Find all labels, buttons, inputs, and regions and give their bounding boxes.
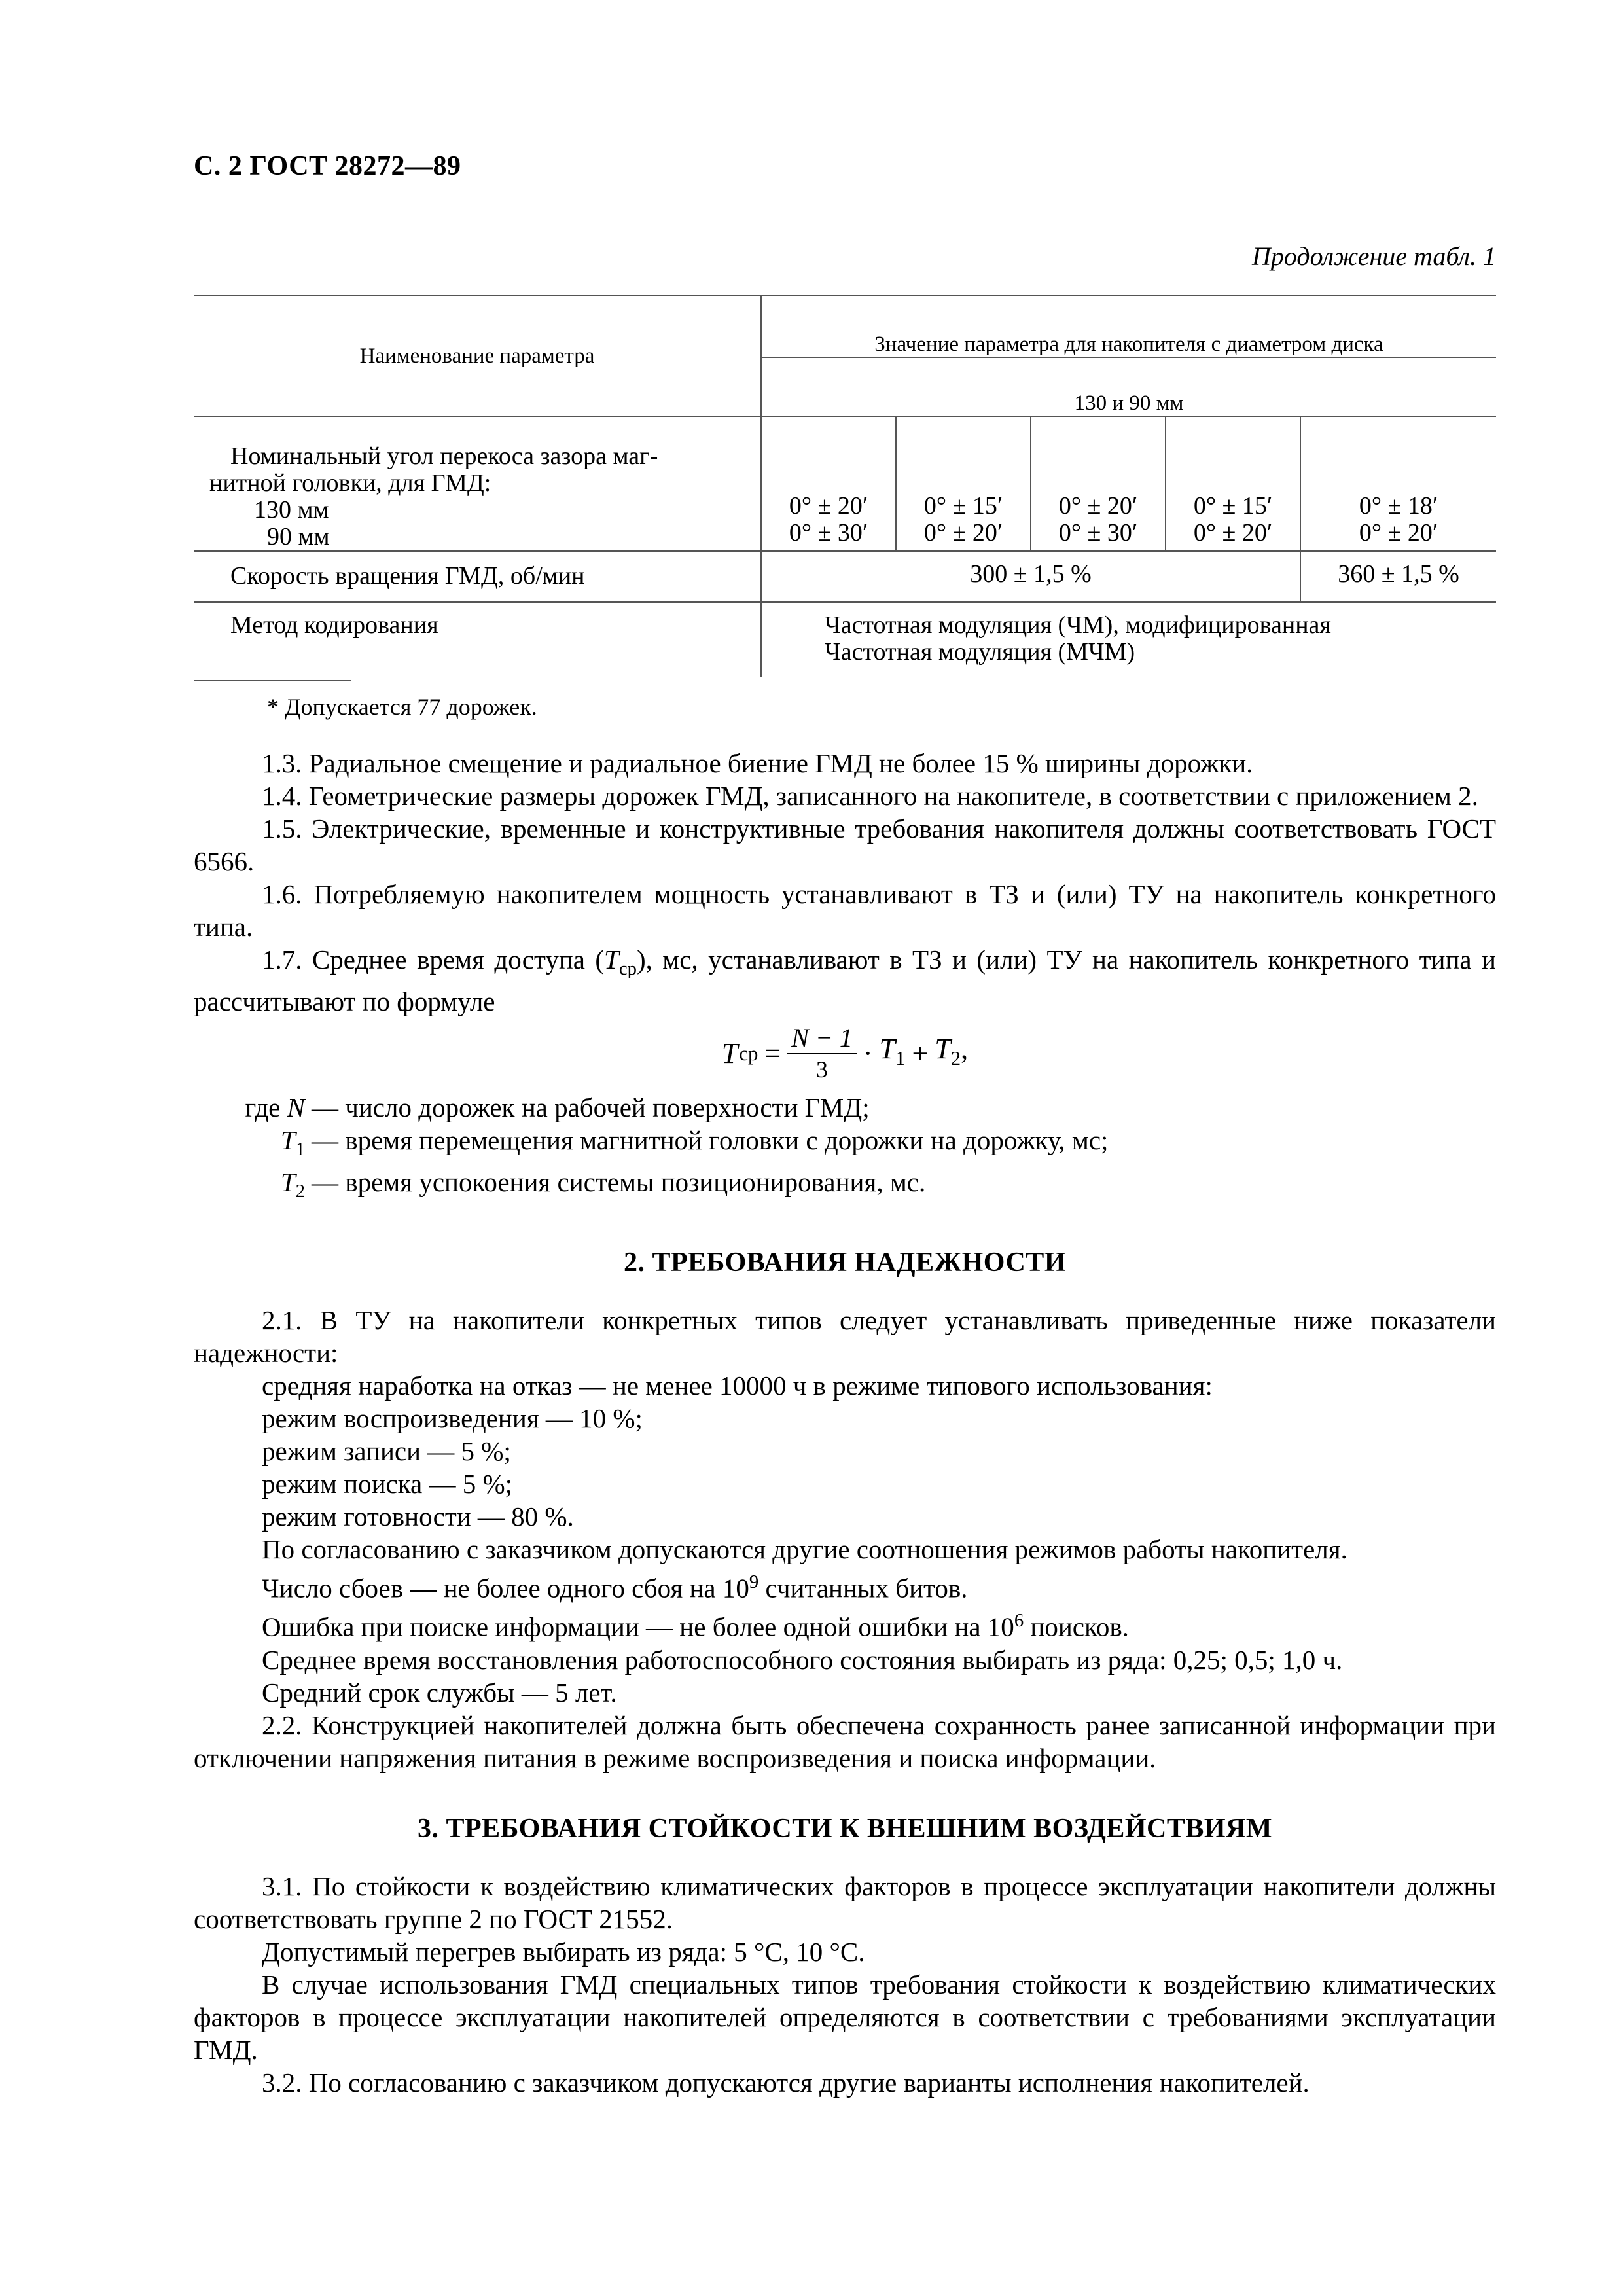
column-header-name: Наименование параметра xyxy=(194,296,761,416)
cell-coding xyxy=(761,602,1496,677)
coding-line: Частотная модуляция (ЧМ), модифицированная xyxy=(825,611,1331,639)
symbol-t: T xyxy=(604,944,619,975)
cell-speed-b: 360 ± 1,5 % xyxy=(1300,551,1496,602)
legend-t2: T xyxy=(280,1167,296,1198)
cell-value-130: 0° ± 15′ xyxy=(1193,492,1273,520)
body-text xyxy=(194,747,1496,2099)
overheat-line: Допустимый перегрев выбирать из ряда: 5 °С, 10 °С. xyxy=(262,1936,865,1967)
table-cell xyxy=(1300,416,1496,551)
reliability-item: режим поиска — 5 %; xyxy=(262,1468,513,1499)
formula-t2: T xyxy=(935,1033,951,1066)
table-cell xyxy=(896,416,1031,551)
cell-value-90: 0° ± 30′ xyxy=(789,518,868,547)
cell-value-130: 0° ± 20′ xyxy=(1058,492,1138,520)
row-name-line: 90 мм xyxy=(267,522,330,550)
table-row-coding xyxy=(194,602,1496,677)
table-cell xyxy=(1166,416,1300,551)
legend-symbol xyxy=(194,1124,312,1166)
text-run: Ошибка при поиске информации — не более одной ошибки на 10 xyxy=(262,1611,1014,1642)
table-cell xyxy=(761,416,896,551)
text-run: Число сбоев — не более одного сбоя на 10 xyxy=(262,1573,749,1604)
access-time-formula xyxy=(194,1023,1496,1086)
formula-dot: · xyxy=(863,1037,873,1070)
formula-t1: T xyxy=(879,1033,896,1066)
reliability-item: средняя наработка на отказ — не менее 10000 ч в режиме типового использования: xyxy=(262,1370,1213,1401)
paragraph-1-5: 1.5. Электрические, временные и конструктивные требования накопителя должны соответствовать ГОСТ 6566. xyxy=(194,814,1496,876)
formula-lhs: T xyxy=(721,1037,738,1070)
paragraph-1-6: 1.6. Потребляемую накопителем мощность устанавливают в ТЗ и (или) ТУ на накопитель конкретного типа. xyxy=(194,879,1496,942)
cell-speed-a: 300 ± 1,5 % xyxy=(761,551,1300,602)
table-footnote: * Допускается 77 дорожек. xyxy=(267,694,537,720)
text-run: поисков. xyxy=(1024,1611,1129,1642)
row-name-line: Номинальный угол перекоса зазора маг- xyxy=(230,442,658,470)
paragraph-2-2: 2.2. Конструкцией накопителей должна быть обеспечена сохранность ранее записанной информации при отключении напряжения питания в режиме воспроизведения и поиска информации. xyxy=(194,1710,1496,1773)
cell-value-90: 0° ± 30′ xyxy=(1058,518,1138,547)
table-continuation-label: Продолжение табл. 1 xyxy=(1251,242,1496,271)
cell-value-90: 0° ± 20′ xyxy=(1359,518,1438,547)
coding-line: Частотная модуляция (МЧМ) xyxy=(825,638,1135,666)
text-run: ), мс, устанавливают в ТЗ и (или) ТУ на накопитель конкретного типа и рассчитывают по формуле xyxy=(194,944,1496,1017)
legend-t2-sub: 2 xyxy=(295,1181,305,1202)
legend-n: N xyxy=(287,1092,305,1123)
cell-value-90: 0° ± 20′ xyxy=(1193,518,1273,547)
footnote-divider xyxy=(194,680,351,681)
legend-symbol xyxy=(194,1166,312,1208)
formula-denominator: 3 xyxy=(816,1056,829,1083)
legend-text: — время перемещения магнитной головки с дорожки на дорожку, мс; xyxy=(312,1125,1109,1156)
reliability-item: Среднее время восстановления работоспособного состояния выбирать из ряда: 0,25; 0,5; 1,0 ч. xyxy=(262,1644,1343,1675)
section-2-title: 2. ТРЕБОВАНИЯ НАДЕЖНОСТИ xyxy=(623,1247,1066,1278)
formula-fraction xyxy=(787,1023,857,1085)
formula-lhs-sub: ср xyxy=(739,1043,758,1066)
legend-t1-sub: 1 xyxy=(295,1139,305,1160)
exponent: 9 xyxy=(749,1571,759,1592)
formula-plus: + xyxy=(912,1037,929,1070)
formula-t1-sub: 1 xyxy=(895,1047,906,1070)
legend-text: — число дорожек на рабочей поверхности ГМД; xyxy=(312,1092,870,1123)
text-run: 1.7. Среднее время доступа ( xyxy=(262,944,605,975)
formula-t2-sub: 2 xyxy=(950,1047,961,1070)
section-3-title: 3. ТРЕБОВАНИЯ СТОЙКОСТИ К ВНЕШНИМ ВОЗДЕЙСТВИЯМ xyxy=(417,1813,1273,1844)
paragraph-1-4: 1.4. Геометрические размеры дорожек ГМД, записанного на накопителе, в соответствии с приложением 2. xyxy=(262,781,1478,811)
paragraph-3-1: 3.1. По стойкости к воздействию климатических факторов в процессе эксплуатации накопители должны соответствовать группе 2 по ГОСТ 21552. xyxy=(194,1871,1496,1934)
row-name-skew xyxy=(194,416,761,551)
text-run: считанных битов. xyxy=(758,1573,968,1604)
reliability-item xyxy=(194,1604,1496,1643)
reliability-item: режим записи — 5 %; xyxy=(262,1435,511,1466)
paragraph-3-2: 3.2. По согласованию с заказчиком допускаются другие варианты исполнения накопителей. xyxy=(262,2067,1310,2098)
formula-numerator: N − 1 xyxy=(787,1023,857,1054)
cell-value-130: 0° ± 20′ xyxy=(789,492,868,520)
legend-text: — время успокоения системы позиционирования, мс. xyxy=(312,1167,926,1198)
reliability-item: режим готовности — 80 %. xyxy=(262,1501,574,1532)
symbol-subscript: ср xyxy=(618,958,637,980)
reliability-item: По согласованию с заказчиком допускаются другие соотношения режимов работы накопителя. xyxy=(262,1534,1347,1564)
row-name-speed: Скорость вращения ГМД, об/мин xyxy=(194,551,761,602)
legend-symbol xyxy=(194,1091,312,1124)
legend-t1: T xyxy=(280,1125,296,1156)
formula-end: , xyxy=(961,1033,969,1066)
column-header-value: Значение параметра для накопителя с диаметром диска xyxy=(761,296,1496,357)
exponent: 6 xyxy=(1014,1610,1024,1632)
column-subheader-diameter: 130 и 90 мм xyxy=(761,357,1496,416)
reliability-item: Средний срок службы — 5 лет. xyxy=(262,1677,617,1708)
formula-legend xyxy=(194,1091,1496,1208)
table-row-speed xyxy=(194,551,1496,602)
document-page xyxy=(194,151,1496,2099)
parameters-table xyxy=(194,295,1496,677)
reliability-item: режим воспроизведения — 10 %; xyxy=(262,1403,643,1433)
formula-equals: = xyxy=(764,1037,781,1070)
table-row-skew xyxy=(194,416,1496,551)
paragraph-1-3: 1.3. Радиальное смещение и радиальное биение ГМД не более 15 % ширины дорожки. xyxy=(262,748,1253,778)
paragraph-special-types: В случае использования ГМД специальных типов требования стойкости к воздействию климатических факторов в процессе эксплуатации накопителей определяются в соответствии с требованиями эксплуатации ГМД. xyxy=(194,1969,1496,2065)
row-name-coding: Метод кодирования xyxy=(230,611,438,639)
legend-where: где xyxy=(245,1092,281,1123)
row-name-line: 130 мм xyxy=(254,495,329,524)
cell-value-90: 0° ± 20′ xyxy=(923,518,1003,547)
paragraph-2-1: 2.1. В ТУ на накопители конкретных типов следует устанавливать приведенные ниже показатели надежности: xyxy=(194,1304,1496,1368)
row-name-line: нитной головки, для ГМД: xyxy=(209,469,491,497)
page-header: С. 2 ГОСТ 28272—89 xyxy=(194,151,461,181)
cell-value-130: 0° ± 18′ xyxy=(1359,492,1438,520)
cell-value-130: 0° ± 15′ xyxy=(923,492,1003,520)
paragraph-1-7 xyxy=(194,943,1496,1018)
table-cell xyxy=(1031,416,1166,551)
reliability-item xyxy=(194,1566,1496,1605)
